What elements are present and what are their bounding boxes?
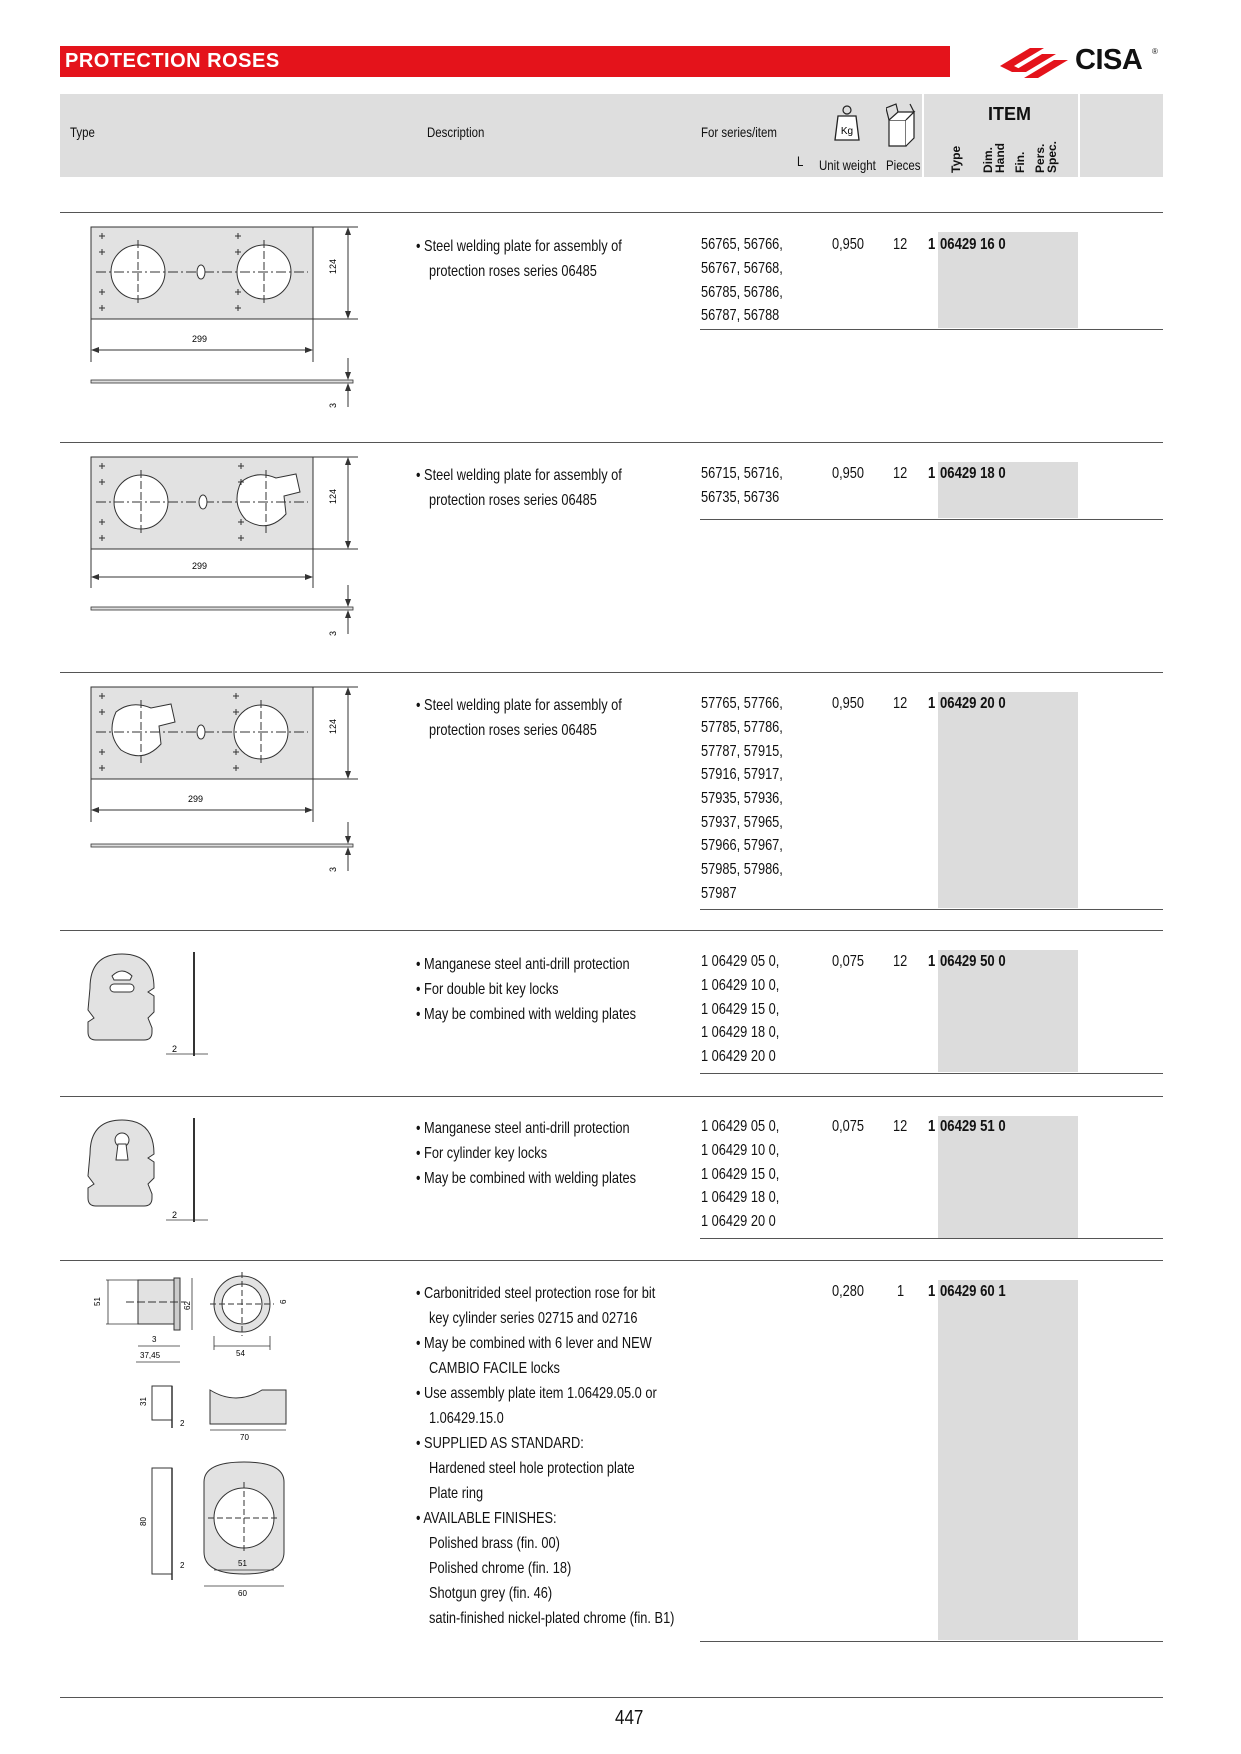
row3-item-prefix: 1 bbox=[928, 695, 936, 712]
row4-series-4: 1 06429 18 0, bbox=[701, 1024, 780, 1041]
row2-pieces: 12 bbox=[893, 465, 908, 482]
welding-plate-drawing bbox=[86, 452, 366, 646]
row5-series-1: 1 06429 05 0, bbox=[701, 1118, 780, 1135]
col-series: For series/item bbox=[701, 124, 777, 140]
row4-series-3: 1 06429 15 0, bbox=[701, 1001, 780, 1018]
row1-desc-2: protection roses series 06485 bbox=[429, 263, 597, 280]
box-icon bbox=[886, 102, 916, 148]
row2-desc-1: • Steel welding plate for assembly of bbox=[416, 467, 622, 484]
row3-series-4: 57916, 57917, bbox=[701, 766, 783, 783]
col-item-pers: Pers. bbox=[1033, 143, 1047, 173]
row2-desc-2: protection roses series 06485 bbox=[429, 492, 597, 509]
dim-d: 37,45 bbox=[140, 1351, 161, 1360]
row4-item-prefix: 1 bbox=[928, 953, 936, 970]
col-item-hand: Hand bbox=[993, 143, 1007, 173]
row3-series-5: 57935, 57936, bbox=[701, 790, 783, 807]
row3-item-code: 06429 20 0 bbox=[940, 695, 1006, 712]
row-bottom-rule bbox=[700, 329, 1163, 330]
dim-e: 54 bbox=[236, 1349, 245, 1358]
dim-width: 299 bbox=[188, 794, 204, 804]
row-separator bbox=[60, 1096, 1163, 1097]
row2-item-prefix: 1 bbox=[928, 465, 936, 482]
col-item-fin: Fin. bbox=[1013, 151, 1027, 173]
row6-item-prefix: 1 bbox=[928, 1283, 936, 1300]
row4-desc-2: • For double bit key locks bbox=[416, 981, 559, 998]
row6-item-code: 06429 60 1 bbox=[940, 1283, 1006, 1300]
row3-series-1: 57765, 57766, bbox=[701, 695, 783, 712]
dim-l: 51 bbox=[238, 1559, 247, 1568]
header-divider bbox=[1078, 94, 1080, 177]
row-separator bbox=[60, 212, 1163, 213]
row5-weight: 0,075 bbox=[832, 1118, 865, 1135]
row2-series-1: 56715, 56716, bbox=[701, 465, 783, 482]
row1-item-code: 06429 16 0 bbox=[940, 236, 1006, 253]
row3-desc-1: • Steel welding plate for assembly of bbox=[416, 697, 622, 714]
row4-series-5: 1 06429 20 0 bbox=[701, 1048, 776, 1065]
row3-series-7: 57966, 57967, bbox=[701, 837, 783, 854]
row5-desc-3: • May be combined with welding plates bbox=[416, 1170, 637, 1187]
row5-series-3: 1 06429 15 0, bbox=[701, 1166, 780, 1183]
row5-item-code: 06429 51 0 bbox=[940, 1118, 1006, 1135]
col-pieces: Pieces bbox=[886, 157, 921, 173]
row6-desc-13: Shotgun grey (fin. 46) bbox=[429, 1585, 553, 1602]
row6-desc-10: • AVAILABLE FINISHES: bbox=[416, 1510, 557, 1527]
row6-desc-2: key cylinder series 02715 and 02716 bbox=[429, 1310, 638, 1327]
dim-thickness: 3 bbox=[328, 866, 338, 872]
col-description: Description bbox=[427, 124, 485, 140]
item-shade bbox=[938, 692, 1078, 908]
dim-width: 299 bbox=[192, 334, 208, 344]
row6-desc-3: • May be combined with 6 lever and NEW bbox=[416, 1335, 652, 1352]
brand-registered-mark: ® bbox=[1152, 47, 1158, 56]
row6-desc-8: Hardened steel hole protection plate bbox=[429, 1460, 635, 1477]
row2-series-2: 56735, 56736 bbox=[701, 489, 780, 506]
row4-series-1: 1 06429 05 0, bbox=[701, 953, 780, 970]
row6-desc-12: Polished chrome (fin. 18) bbox=[429, 1560, 572, 1577]
row-bottom-rule bbox=[700, 1238, 1163, 1239]
row4-weight: 0,075 bbox=[832, 953, 865, 970]
col-item-type: Type bbox=[949, 145, 963, 173]
page-title: PROTECTION ROSES bbox=[65, 50, 280, 72]
row6-desc-5: • Use assembly plate item 1.06429.05.0 or bbox=[416, 1385, 657, 1402]
dim-height: 124 bbox=[328, 488, 338, 504]
row-bottom-rule bbox=[700, 909, 1163, 910]
dim-f: 6 bbox=[279, 1299, 288, 1304]
row6-pieces: 1 bbox=[897, 1283, 905, 1300]
row3-weight: 0,950 bbox=[832, 695, 865, 712]
weight-icon-label: Kg bbox=[840, 126, 854, 137]
item-shade bbox=[938, 1280, 1078, 1640]
row1-series-4: 56787, 56788 bbox=[701, 307, 780, 324]
protection-rose-drawing bbox=[86, 1270, 316, 1600]
dim-height: 124 bbox=[328, 258, 338, 274]
dim-b: 62 bbox=[183, 1301, 192, 1310]
row-bottom-rule bbox=[700, 519, 1163, 520]
row5-series-4: 1 06429 18 0, bbox=[701, 1189, 780, 1206]
anti-drill-plate-drawing bbox=[86, 948, 216, 1066]
dim-i: 70 bbox=[240, 1433, 249, 1442]
row2-weight: 0,950 bbox=[832, 465, 865, 482]
dim-thickness: 3 bbox=[328, 402, 338, 408]
row-separator bbox=[60, 930, 1163, 931]
row5-item-prefix: 1 bbox=[928, 1118, 936, 1135]
header-divider bbox=[922, 94, 924, 177]
row4-pieces: 12 bbox=[893, 953, 908, 970]
row5-desc-1: • Manganese steel anti-drill protection bbox=[416, 1120, 630, 1137]
dim-g: 31 bbox=[139, 1397, 148, 1406]
row1-series-3: 56785, 56786, bbox=[701, 284, 783, 301]
welding-plate-drawing bbox=[86, 682, 366, 882]
row6-desc-4: CAMBIO FACILE locks bbox=[429, 1360, 560, 1377]
row5-series-5: 1 06429 20 0 bbox=[701, 1213, 776, 1230]
row3-series-6: 57937, 57965, bbox=[701, 814, 783, 831]
row3-series-8: 57985, 57986, bbox=[701, 861, 783, 878]
row4-item-code: 06429 50 0 bbox=[940, 953, 1006, 970]
row6-desc-9: Plate ring bbox=[429, 1485, 484, 1502]
row6-desc-1: • Carbonitrided steel protection rose for bit bbox=[416, 1285, 656, 1302]
row3-series-9: 57987 bbox=[701, 885, 737, 902]
dim-thickness: 2 bbox=[172, 1210, 178, 1220]
dim-a: 51 bbox=[93, 1297, 102, 1306]
weight-icon bbox=[833, 104, 861, 146]
row-separator bbox=[60, 672, 1163, 673]
row6-desc-7: • SUPPLIED AS STANDARD: bbox=[416, 1435, 584, 1452]
page-number: 447 bbox=[615, 1707, 644, 1729]
row-separator bbox=[60, 442, 1163, 443]
footer-rule bbox=[60, 1697, 1163, 1698]
anti-drill-plate-drawing bbox=[86, 1114, 216, 1232]
dim-width: 299 bbox=[192, 561, 208, 571]
row4-desc-1: • Manganese steel anti-drill protection bbox=[416, 956, 630, 973]
row-separator bbox=[60, 1260, 1163, 1261]
row5-pieces: 12 bbox=[893, 1118, 908, 1135]
row-bottom-rule bbox=[700, 1641, 1163, 1642]
dim-c: 3 bbox=[152, 1335, 157, 1344]
row3-desc-2: protection roses series 06485 bbox=[429, 722, 597, 739]
row1-weight: 0,950 bbox=[832, 236, 865, 253]
dim-height: 124 bbox=[328, 718, 338, 734]
dim-thickness: 3 bbox=[328, 630, 338, 636]
col-item-spec: Spec. bbox=[1045, 140, 1059, 173]
row1-desc-1: • Steel welding plate for assembly of bbox=[416, 238, 622, 255]
row4-desc-3: • May be combined with welding plates bbox=[416, 1006, 637, 1023]
col-type: Type bbox=[70, 124, 95, 140]
row6-desc-14: satin-finished nickel-plated chrome (fin. B1) bbox=[429, 1610, 675, 1627]
row6-desc-11: Polished brass (fin. 00) bbox=[429, 1535, 560, 1552]
row1-pieces: 12 bbox=[893, 236, 908, 253]
row6-desc-6: 1.06429.15.0 bbox=[429, 1410, 504, 1427]
brand-name: CISA bbox=[1075, 44, 1143, 76]
row6-weight: 0,280 bbox=[832, 1283, 865, 1300]
row2-item-code: 06429 18 0 bbox=[940, 465, 1006, 482]
col-l: L bbox=[797, 153, 804, 169]
row3-pieces: 12 bbox=[893, 695, 908, 712]
dim-j: 80 bbox=[139, 1517, 148, 1526]
dim-thickness: 2 bbox=[172, 1044, 178, 1054]
row1-item-prefix: 1 bbox=[928, 236, 936, 253]
dim-m: 60 bbox=[238, 1589, 247, 1598]
row1-series-2: 56767, 56768, bbox=[701, 260, 783, 277]
row5-series-2: 1 06429 10 0, bbox=[701, 1142, 780, 1159]
col-item-dim: Dim. bbox=[981, 146, 995, 173]
row4-series-2: 1 06429 10 0, bbox=[701, 977, 780, 994]
row3-series-2: 57785, 57786, bbox=[701, 719, 783, 736]
row5-desc-2: • For cylinder key locks bbox=[416, 1145, 548, 1162]
welding-plate-drawing bbox=[86, 222, 366, 416]
col-unit-weight: Unit weight bbox=[819, 157, 876, 173]
dim-h: 2 bbox=[180, 1419, 185, 1428]
dim-k: 2 bbox=[180, 1561, 185, 1570]
row3-series-3: 57787, 57915, bbox=[701, 743, 783, 760]
row-bottom-rule bbox=[700, 1073, 1163, 1074]
page-title-banner bbox=[60, 46, 950, 77]
col-item: ITEM bbox=[988, 104, 1031, 124]
row1-series-1: 56765, 56766, bbox=[701, 236, 783, 253]
